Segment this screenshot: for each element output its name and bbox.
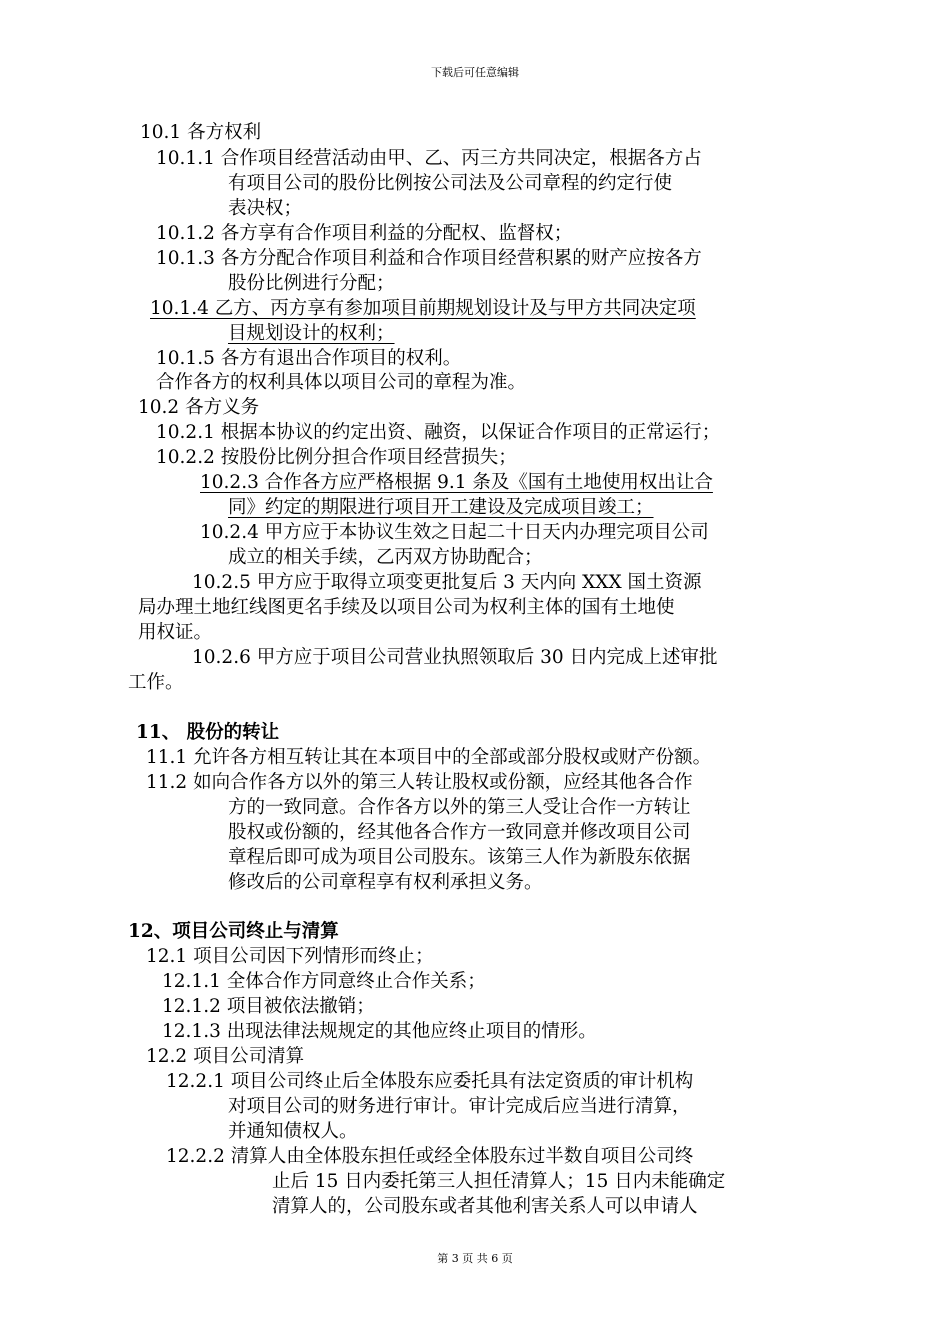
text-line-underlined: 10.1.4 乙方、丙方享有参加项目前期规划设计及与甲方共同决定项	[150, 298, 696, 319]
text-line: 10.1.1 合作项目经营活动由甲、乙、丙三方共同决定，根据各方占	[156, 148, 702, 169]
text-line: 11.2 如向合作各方以外的第三人转让股权或份额，应经其他各合作	[146, 772, 693, 793]
text-line: 10.2.6 甲方应于项目公司营业执照领取后 30 日内完成上述审批	[192, 647, 718, 668]
text-line: 10.1.3 各方分配合作项目利益和合作项目经营积累的财产应按各方	[156, 248, 702, 269]
text-line: 10.2.5 甲方应于取得立项变更批复后 3 天内向 XXX 国土资源	[192, 572, 702, 593]
text-line: 股权或份额的，经其他各合作方一致同意并修改项目公司	[228, 822, 691, 843]
text-line: 12.1.1 全体合作方同意终止合作关系；	[162, 971, 486, 992]
section-heading: 11、 股份的转让	[136, 722, 280, 743]
text-line: 止后 15 日内委托第三人担任清算人；15 日内未能确定	[272, 1171, 726, 1192]
text-line: 10.1.5 各方有退出合作项目的权利。	[156, 348, 462, 369]
page-footer: 第 3 页 共 6 页	[437, 1252, 513, 1265]
text-line: 10.2.1 根据本协议的约定出资、融资，以保证合作项目的正常运行；	[156, 422, 721, 443]
text-line: 章程后即可成为项目公司股东。该第三人作为新股东依据	[228, 847, 691, 868]
text-line: 合作各方的权利具体以项目公司的章程为准。	[156, 372, 527, 393]
text-line: 12.2.1 项目公司终止后全体股东应委托具有法定资质的审计机构	[166, 1071, 694, 1092]
text-line: 10.2 各方义务	[138, 397, 260, 418]
text-line: 局办理土地红线图更名手续及以项目公司为权利主体的国有土地使	[138, 597, 675, 618]
text-line: 方的一致同意。合作各方以外的第三人受让合作一方转让	[228, 797, 691, 818]
text-line: 对项目公司的财务进行审计。审计完成后应当进行清算，	[228, 1096, 691, 1117]
text-line: 10.1.2 各方享有合作项目利益的分配权、监督权；	[156, 223, 573, 244]
text-line: 12.1.2 项目被依法撤销；	[162, 996, 375, 1017]
text-line: 有项目公司的股份比例按公司法及公司章程的约定行使	[228, 173, 673, 194]
text-line: 表决权；	[228, 198, 303, 219]
text-line-underlined: 同》约定的期限进行项目开工建设及完成项目竣工；	[228, 497, 654, 518]
text-line: 12.1.3 出现法律法规规定的其他应终止项目的情形。	[162, 1021, 597, 1042]
text-line: 用权证。	[138, 622, 213, 643]
text-line: 12.2.2 清算人由全体股东担任或经全体股东过半数自项目公司终	[166, 1146, 694, 1167]
text-line: 清算人的，公司股东或者其他利害关系人可以申请人	[272, 1196, 698, 1217]
page-header: 下载后可任意编辑	[431, 66, 519, 79]
text-line: 10.2.2 按股份比例分担合作项目经营损失；	[156, 447, 517, 468]
text-line-underlined: 目规划设计的权利；	[228, 323, 395, 344]
text-line: 10.1 各方权利	[140, 122, 262, 143]
section-heading: 12、项目公司终止与清算	[128, 921, 339, 942]
text-line: 11.1 允许各方相互转让其在本项目中的全部或部分股权或财产份额。	[146, 747, 712, 768]
text-line: 工作。	[128, 672, 184, 693]
text-line: 股份比例进行分配；	[228, 273, 395, 294]
text-line: 10.2.4 甲方应于本协议生效之日起二十日天内办理完项目公司	[200, 522, 709, 543]
text-line: 修改后的公司章程享有权利承担义务。	[228, 872, 543, 893]
text-line-underlined: 10.2.3 合作各方应严格根据 9.1 条及《国有土地使用权出让合	[200, 472, 713, 493]
text-line: 并通知债权人。	[228, 1121, 358, 1142]
text-line: 成立的相关手续，乙丙双方协助配合；	[228, 547, 543, 568]
text-line: 12.1 项目公司因下列情形而终止；	[146, 946, 434, 967]
text-line: 12.2 项目公司清算	[146, 1046, 305, 1067]
